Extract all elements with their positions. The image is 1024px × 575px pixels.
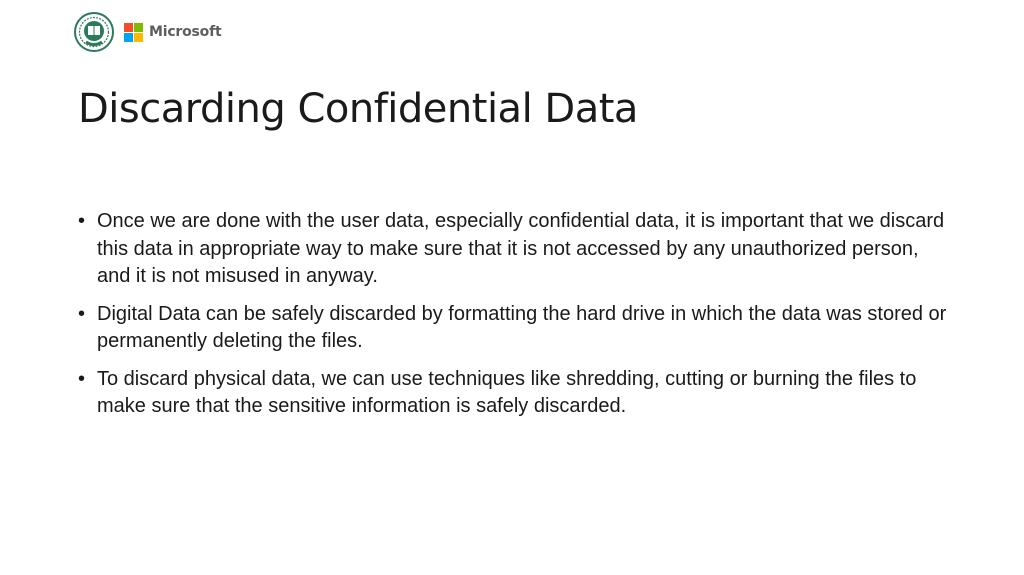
bullet-marker: • <box>78 367 86 390</box>
cbse-seal-icon <box>74 12 114 52</box>
microsoft-wordmark: Microsoft <box>149 24 222 40</box>
bullet-marker: • <box>78 302 86 325</box>
microsoft-grid-icon <box>124 23 143 42</box>
bullet-item-2 <box>78 301 948 356</box>
microsoft-logo <box>124 23 222 42</box>
bullet-list <box>78 208 948 431</box>
bullet-text: To discard physical data, we can use techniques like shredding, cutting or burning the files to make sure that the sensitive information is safely discarded. <box>97 367 917 417</box>
bullet-text: Once we are done with the user data, especially confidential data, it is important that we discard this data in appropriate way to make sure that it is not accessed by any unauthorized person, and it is not misused in anyway. <box>97 210 945 287</box>
bullet-item-1 <box>78 208 948 291</box>
bullet-item-3 <box>78 366 948 421</box>
bullet-marker: • <box>78 210 86 232</box>
logo-bar <box>74 12 222 52</box>
bullet-text: Digital Data can be safely discarded by formatting the hard drive in which the data was stored or permanently deleting the files. <box>97 302 947 352</box>
slide-title: Discarding Confidential Data <box>78 86 638 132</box>
